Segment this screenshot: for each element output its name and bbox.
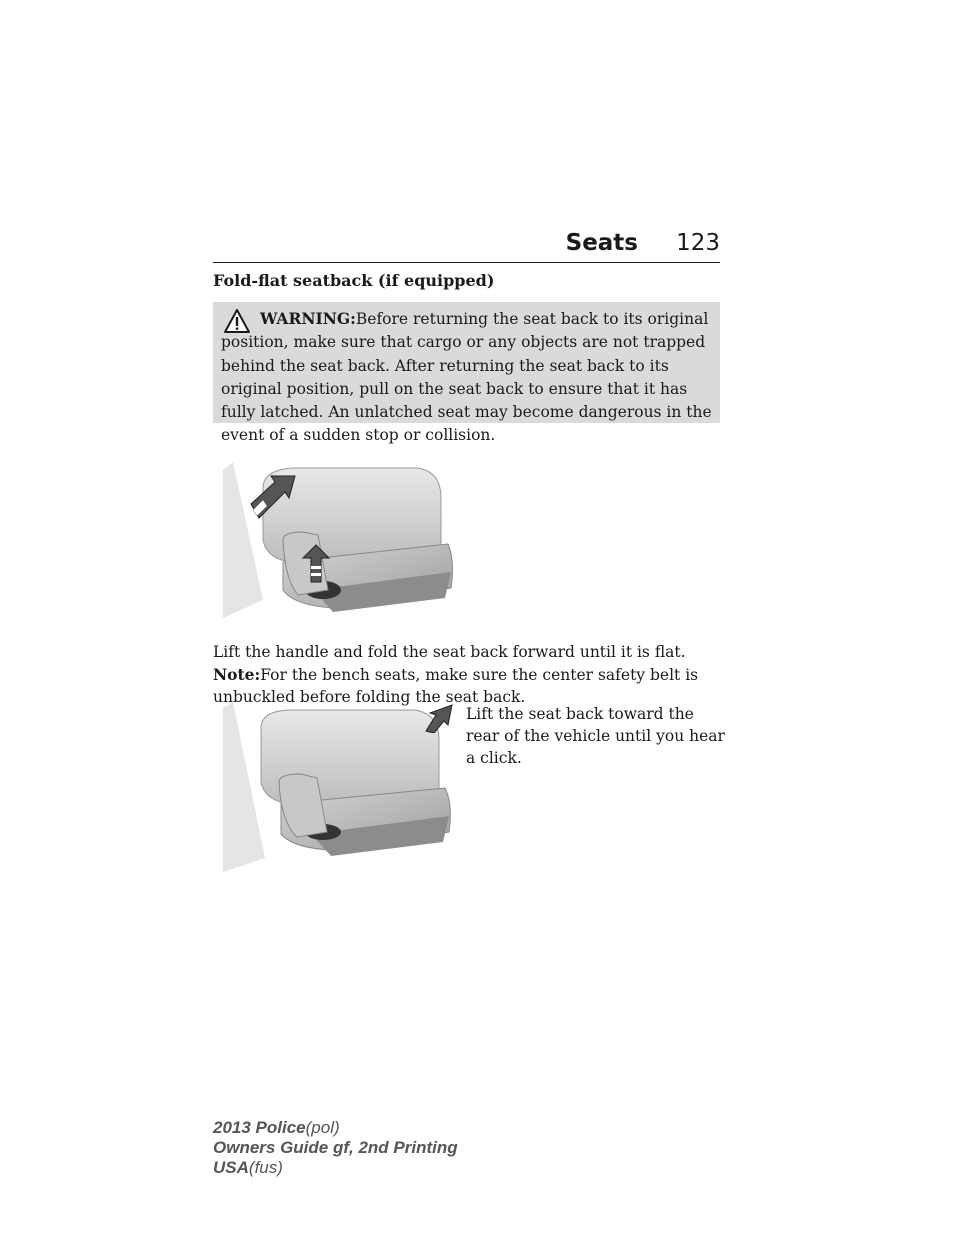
page-header: [213, 228, 720, 263]
footer-model-code: (pol): [305, 1118, 340, 1137]
warning-text: position, make sure that cargo or any objects are not trapped behind the seat back. After returning the seat back to its original position, pull on the seat back to ensure that it has fully latched. An unlatched seat may become dangerous in the event of a sudden stop or collision.: [221, 333, 712, 445]
warning-first-line: [221, 307, 712, 331]
footer-guide: Owners Guide gf, 2nd Printing: [213, 1138, 458, 1157]
seat-fold-illustration: [223, 440, 463, 618]
note-label: Note:: [213, 665, 261, 684]
footer-region-code: (fus): [248, 1158, 283, 1177]
return-instruction-text: Lift the seat back toward the rear of the vehicle until you hear a click.: [466, 705, 725, 767]
instruction-text: Lift the handle and fold the seat back forward until it is flat.: [213, 643, 686, 661]
section-heading: Fold-flat seatback (if equipped): [213, 271, 495, 290]
page-number: 123: [676, 230, 720, 256]
warning-box: [213, 302, 720, 445]
footer-region: USA: [213, 1158, 249, 1177]
warning-triangle-icon: [223, 308, 251, 334]
arrow-back-icon: [424, 703, 460, 733]
section-title: Seats: [565, 230, 638, 256]
warning-label: WARNING:: [260, 309, 356, 328]
document-footer: [213, 1118, 458, 1178]
footer-model: 2013 Police: [213, 1118, 306, 1137]
warning-line1: Before returning the seat back to its original: [355, 310, 709, 328]
note-text: For the bench seats, make sure the center safety belt is unbuckled before folding the seat back.: [213, 666, 699, 706]
